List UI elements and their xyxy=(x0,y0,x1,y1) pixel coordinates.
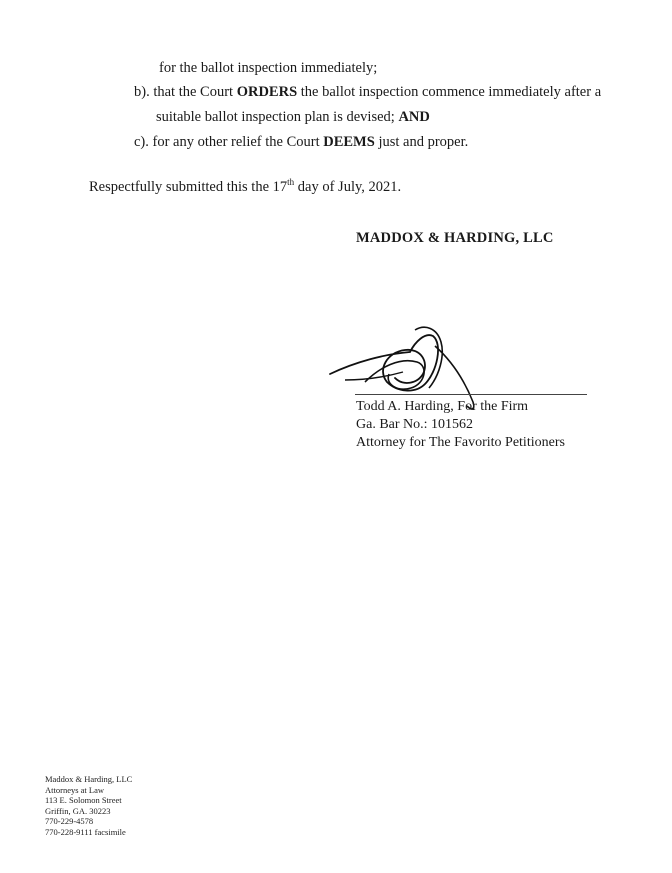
item-b-cont-emphasis: AND xyxy=(398,109,430,125)
footer-firm: Maddox & Harding, LLC xyxy=(45,774,133,784)
footer-street: 113 E. Solomon Street xyxy=(45,795,122,806)
item-b-cont-text: suitable ballot inspection plan is devised; xyxy=(156,109,399,125)
firm-footer xyxy=(45,774,132,838)
submission-date-text: day of July, 2021. xyxy=(294,179,402,195)
firm-name: MADDOX & HARDING, LLC xyxy=(356,230,554,246)
item-c-text: c). for any other relief the Court xyxy=(134,134,324,150)
continuation-line: for the ballot inspection immediately; xyxy=(159,60,378,76)
footer-phone: 770-229-4578 xyxy=(45,816,94,827)
submission-text: Respectfully submitted this the 17 xyxy=(89,179,288,195)
footer-title: Attorneys at Law xyxy=(45,784,105,795)
item-b-emphasis: ORDERS xyxy=(236,84,298,100)
item-b-text-end: the ballot inspection commence immediately after a xyxy=(297,84,602,100)
item-b-continued xyxy=(156,108,430,126)
item-b xyxy=(134,83,601,101)
signer-name: Todd A. Harding, For the Firm xyxy=(356,399,529,414)
signature-block xyxy=(356,398,565,452)
footer-city: Griffin, GA. 30223 xyxy=(45,805,111,816)
item-c-emphasis: DEEMS xyxy=(323,134,375,150)
bar-number: Ga. Bar No.: 101562 xyxy=(356,417,474,432)
item-c xyxy=(134,133,468,151)
item-b-text: b). that the Court xyxy=(134,84,237,100)
signature-line xyxy=(355,394,587,395)
ordinal-suffix: th xyxy=(287,177,295,188)
submission-statement xyxy=(89,178,401,196)
item-c-text-end: just and proper. xyxy=(374,134,469,150)
footer-fax: 770-228-9111 facsimile xyxy=(45,826,126,837)
signer-role: Attorney for The Favorito Petitioners xyxy=(356,435,565,450)
